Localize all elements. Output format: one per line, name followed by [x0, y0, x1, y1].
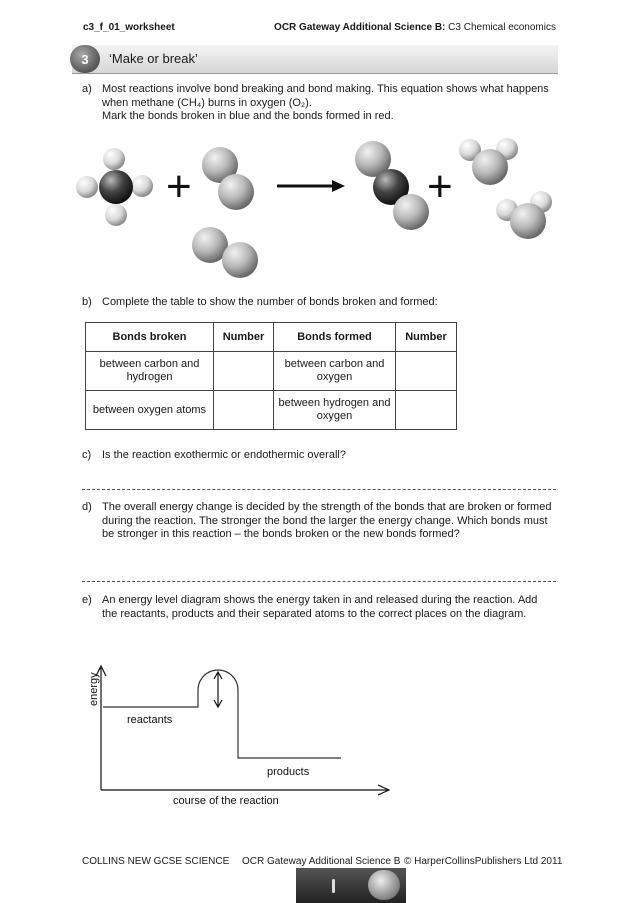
footer-copyright: © HarperCollinsPublishers Ltd 2011: [404, 856, 563, 867]
footer-publisher: COLLINS NEW GCSE SCIENCE: [82, 856, 230, 867]
x-axis-label: course of the reaction: [173, 795, 279, 807]
question-d: [82, 501, 552, 557]
course-title-bold: OCR Gateway Additional Science B:: [274, 22, 446, 33]
table-header-row: [86, 323, 457, 352]
section-number: 3: [70, 45, 100, 73]
reaction-arrow: [277, 180, 345, 192]
cell-bond-formed: between carbon and oxygen: [274, 352, 396, 391]
section-title: ‘Make or break’: [109, 51, 198, 66]
course-title: [274, 22, 556, 33]
cell-bond-broken: between oxygen atoms: [86, 391, 214, 430]
footer-course: OCR Gateway Additional Science B: [242, 856, 401, 867]
plus-sign-1: +: [166, 162, 192, 211]
table-row: [86, 391, 457, 430]
water-molecule-1: [459, 138, 518, 185]
question-d-label: d): [82, 501, 92, 513]
header-bonds-broken: Bonds broken: [86, 323, 214, 352]
question-d-text: The overall energy change is decided by the strength of the bonds that are broken or formed during the reaction. The stronger the bond the larger the energy change. Which bonds must be stronger in this reaction – the bonds broken or the new bonds formed?: [102, 501, 552, 540]
water-molecule-2: [496, 191, 552, 239]
play-button[interactable]: [368, 870, 400, 900]
cell-number-input[interactable]: [214, 352, 274, 391]
header-bonds-formed: Bonds formed: [274, 323, 396, 352]
bonds-table: [85, 322, 457, 430]
question-a-text-1: Most reactions involve bond breaking and bond making. This equation shows what happens when methane (CH₄) burns in oxygen (O₂).: [102, 83, 549, 109]
question-e-label: e): [82, 594, 92, 606]
answer-line-c[interactable]: [82, 489, 556, 490]
cell-number-input[interactable]: [396, 352, 457, 391]
cell-bond-formed: between hydrogen and oxygen: [274, 391, 396, 430]
question-c-text: Is the reaction exothermic or endothermic overall?: [102, 449, 346, 461]
carbon-dioxide-molecule: [355, 141, 429, 230]
question-c-label: c): [82, 449, 92, 461]
header-number-2: Number: [396, 323, 457, 352]
question-e: [82, 594, 552, 636]
cell-number-input[interactable]: [214, 391, 274, 430]
reactants-label: reactants: [127, 714, 173, 726]
question-b: [82, 296, 552, 310]
cell-bond-broken: between carbon and hydrogen: [86, 352, 214, 391]
question-c: [82, 449, 552, 463]
worksheet-code: c3_f_01_worksheet: [83, 22, 175, 33]
question-a-label: a): [82, 83, 92, 95]
question-e-text: An energy level diagram shows the energy taken in and released during the reaction. Add the reactants, products and their separated atoms to the correct places on the diagram.: [102, 594, 538, 620]
cell-number-input[interactable]: [396, 391, 457, 430]
table-row: [86, 352, 457, 391]
question-b-text: Complete the table to show the number of bonds broken and formed:: [102, 296, 438, 308]
oxygen-molecule-1: [202, 147, 254, 210]
question-b-label: b): [82, 296, 92, 308]
question-a: [82, 83, 552, 125]
answer-line-d[interactable]: [82, 581, 556, 582]
methane-molecule: [76, 148, 153, 226]
pause-icon[interactable]: [332, 879, 335, 893]
y-axis-label: energy: [88, 672, 100, 706]
energy-level-diagram: [78, 660, 398, 815]
question-a-text-2: Mark the bonds broken in blue and the bonds formed in red.: [102, 110, 394, 122]
header-number-1: Number: [214, 323, 274, 352]
plus-sign-2: +: [427, 162, 453, 211]
products-label: products: [267, 766, 310, 778]
course-title-rest: C3 Chemical economics: [445, 22, 556, 33]
reaction-equation-diagram: [70, 135, 560, 285]
question-a-text: [102, 83, 552, 124]
viewer-toolbar: [296, 868, 406, 903]
oxygen-molecule-2: [192, 227, 258, 278]
